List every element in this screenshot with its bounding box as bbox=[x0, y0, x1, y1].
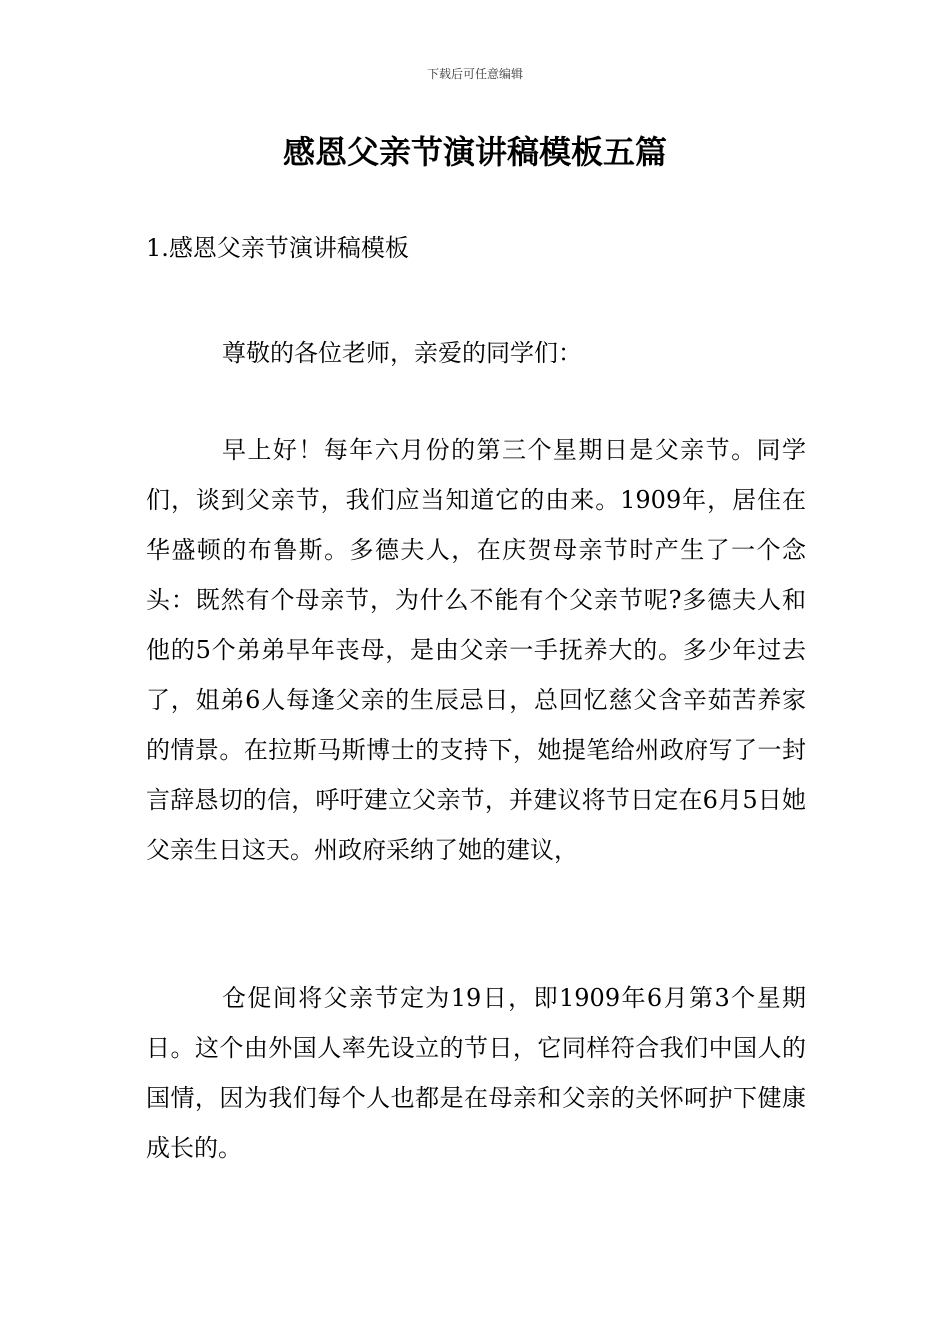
document-title: 感恩父亲节演讲稿模板五篇 bbox=[282, 133, 667, 171]
body-paragraph-date: 仓促间将父亲节定为19日，即1909年6月第3个星期日。这个由外国人率先设立的节日，它同样符合我们中国人的国情，因为我们每个人也都是在母亲和父亲的关怀呵护下健康成长的。 bbox=[146, 984, 806, 1162]
section-heading: 1.感恩父亲节演讲稿模板 bbox=[146, 234, 409, 262]
body-paragraph-origin: 早上好！每年六月份的第三个星期日是父亲节。同学们，谈到父亲节，我们应当知道它的由来。1909年，居住在华盛顿的布鲁斯。多德夫人，在庆贺母亲节时产生了一个念头：既然有个母亲节，为什么不能有个父亲节呢?多德夫人和他的5个弟弟早年丧母，是由父亲一手抚养大的。多少年过去了，姐弟6人每逢父亲的生辰忌日，总回忆慈父含辛茹苦养家的情景。在拉斯马斯博士的支持下，她提笔给州政府写了一封言辞恳切的信，呼吁建立父亲节，并建议将节日定在6月5日她父亲生日这天。州政府采纳了她的建议， bbox=[146, 436, 806, 864]
header-note: 下载后可任意编辑 bbox=[426, 67, 523, 81]
greeting-paragraph: 尊敬的各位老师，亲爱的同学们： bbox=[222, 339, 582, 367]
